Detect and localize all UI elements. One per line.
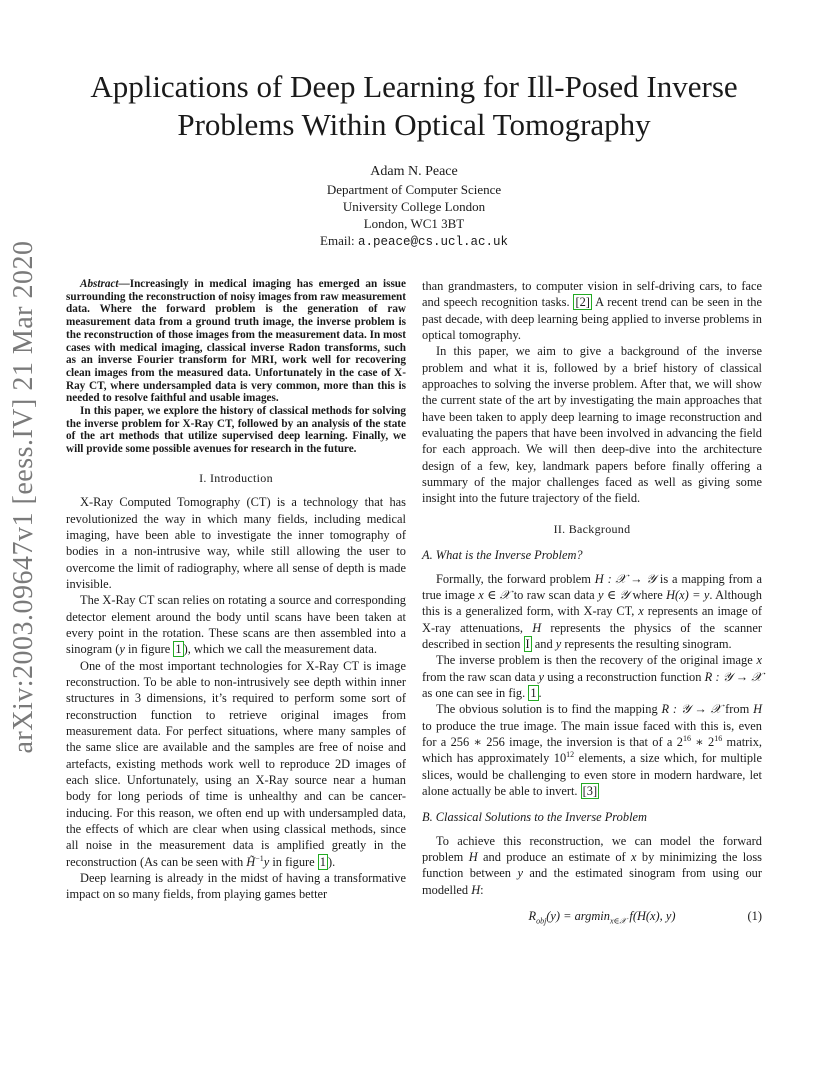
subsection-heading-a: A. What is the Inverse Problem?: [422, 548, 583, 563]
intro-paragraph-4: Deep learning is already in the midst of having a transformative impact on so many fields, from playing games better: [66, 871, 406, 902]
author-university: University College London: [342, 199, 486, 214]
email-label: Email:: [320, 233, 355, 248]
figure-ref-link[interactable]: 1: [319, 854, 326, 869]
right-paragraph-2: In this paper, we aim to give a background of the inverse problem and what it is, followed by a brief history of classical approaches to solving the inverse problem. After that, we will show the current state of the art by investigating the main approaches that have been taken to apply deep learning to image reconstruction and evaluating the papers that have been involved in advancing the field for each approach. We will then deep-dive into the architecture design of a few, key, landmark papers before finally offering a summary of the major challenges faced as well as giving some insight into the future trajectory of the field.: [422, 344, 762, 506]
author-block: [0, 162, 828, 251]
background-a-paragraph-3: The obvious solution is to find the mapping R : 𝒴 → 𝒳 from H to produce the true image. The main issue faced with this is, even for a 256 ∗ 256 image, the inversion is that of a $2^{16}$ ∗ $2^{16}$ matrix, which has approximately $10^{12}$ elements, a size which, for multiple slices, would be challenging to even store in modern hardware, let alone actually be able to invert. [3]: [422, 702, 763, 798]
background-a-paragraph-2: The inverse problem is then the recovery of the original image x from the raw scan data y using a reconstruction function R : 𝒴 → 𝒳 as one can see in fig. 1 .: [422, 653, 762, 700]
author-address: London, WC1 3BT: [363, 216, 465, 231]
equation-1: [422, 908, 762, 924]
background-a-paragraph-1: Formally, the forward problem H : 𝒳 → 𝒴 is a mapping from a true image x ∈ 𝒳 to raw scan data y ∈ 𝒴 where H(x) = y. Although this is a generalized form, with X-ray CT, x represents an image of X-ray attenuations, H represents the physics of the scanner described in section I and y represents the resulting sinogram.: [422, 571, 762, 651]
email-link[interactable]: a.peace@cs.ucl.ac.uk: [357, 235, 508, 249]
equation-body: $R_{obj}(y) = argmin_{x\in 𝒳}$ f(H(x), y): [528, 909, 676, 926]
right-column: [422, 278, 762, 924]
arxiv-stamp: arXiv:2003.09647v1 [eess.IV] 21 Mar 2020: [8, 240, 39, 754]
left-column: [66, 278, 406, 903]
author-email-line: [0, 232, 828, 251]
figure-ref-link[interactable]: 1: [175, 642, 182, 657]
background-b-paragraph-1: To achieve this reconstruction, we can model the forward problem H and produce an estimate of x by minimizing the loss function between y and the estimated sinogram from using our modelled H:: [422, 833, 762, 897]
abstract-text-1: —Increasingly in medical imaging has emerged an issue surrounding the reconstruction of noisy images from raw measurement data. Where the forward problem is the generation of raw measurement data from a ground truth image, the inverse problem is the reconstruction of those images from the measurement data. In most cases with medical imaging, classical inverse Radon transforms, such as an inverse Fourier transform for MRI, work well for recovering clean images from the measured data. Unfortunately in the case of X-Ray CT, where undersampled data is very common, more than this is needed to resolve faithful and usable images.: [66, 278, 406, 405]
section-heading-introduction: I. Introduction: [199, 470, 273, 485]
right-paragraph-1: than grandmasters, to computer vision in self-driving cars, to face and speech recognition tasks. [2] A recent trend can be seen in the past decade, with deep learning being applied to inverse problems in optical tomography.: [422, 279, 762, 343]
abstract: [66, 278, 406, 456]
intro-paragraph-2: The X-Ray CT scan relies on rotating a source and corresponding detector element around the body until scans have been taken at every point in the rotation. These scans are then assembled into a sinogram (y in figure 1 ), which we call the measurement data.: [66, 593, 406, 657]
abstract-p1: [66, 278, 406, 405]
citation-link[interactable]: [3]: [582, 783, 598, 798]
figure-ref-link[interactable]: 1: [530, 685, 537, 700]
citation-link[interactable]: [2]: [575, 295, 590, 310]
intro-paragraph-1: X-Ray Computed Tomography (CT) is a technology that has revolutionized the way in which many fields, including medical imaging, have been able to investigate the inner tomography of bodies in a non-intrusive way, while still allowing the user to overcome the limit of radiography, where all sense of depth is made invisible.: [66, 495, 406, 591]
abstract-p2: In this paper, we explore the history of classical methods for solving the inverse problem for X-Ray CT, followed by an analysis of the state of the art methods that utilize supervised deep learning. Finally, we will provide some possible avenues for research in the future.: [66, 405, 406, 456]
section-ref-link[interactable]: I: [525, 636, 530, 651]
abstract-label: Abstract: [80, 278, 119, 290]
paper-title: Applications of Deep Learning for Ill-Posed Inverse Problems Within Optical Tomography: [90, 69, 738, 142]
intro-paragraph-3: One of the most important technologies for X-Ray CT is image reconstruction. To be able to non-intrusively see depth within inner structures in 3 dimensions, it’s required to perform some sort of reconstruction function to retrieve original images from measurement data. For perfect situations, where many samples of the same slice are available and the samples are free of noise and artefacts, existing methods work well to reproduce 2D images of each slice. Unfortunately, using an X-Ray source near a human body for long periods of time is unhealthy and can be cancer-inducing. For this reason, we often end up with undersampled data, the effects of which are clear when using classical methods, since all noise in the measurement data is amplified greatly in the reconstruction (As can be seen with H̃$^{-1}$y in figure 1 ).: [66, 658, 406, 869]
section-heading-background: II. Background: [553, 521, 631, 536]
subsection-heading-b: B. Classical Solutions to the Inverse Problem: [422, 810, 647, 825]
equation-number: (1): [747, 909, 762, 924]
author-department: Department of Computer Science: [326, 182, 502, 197]
author-name: Adam N. Peace: [370, 164, 458, 179]
